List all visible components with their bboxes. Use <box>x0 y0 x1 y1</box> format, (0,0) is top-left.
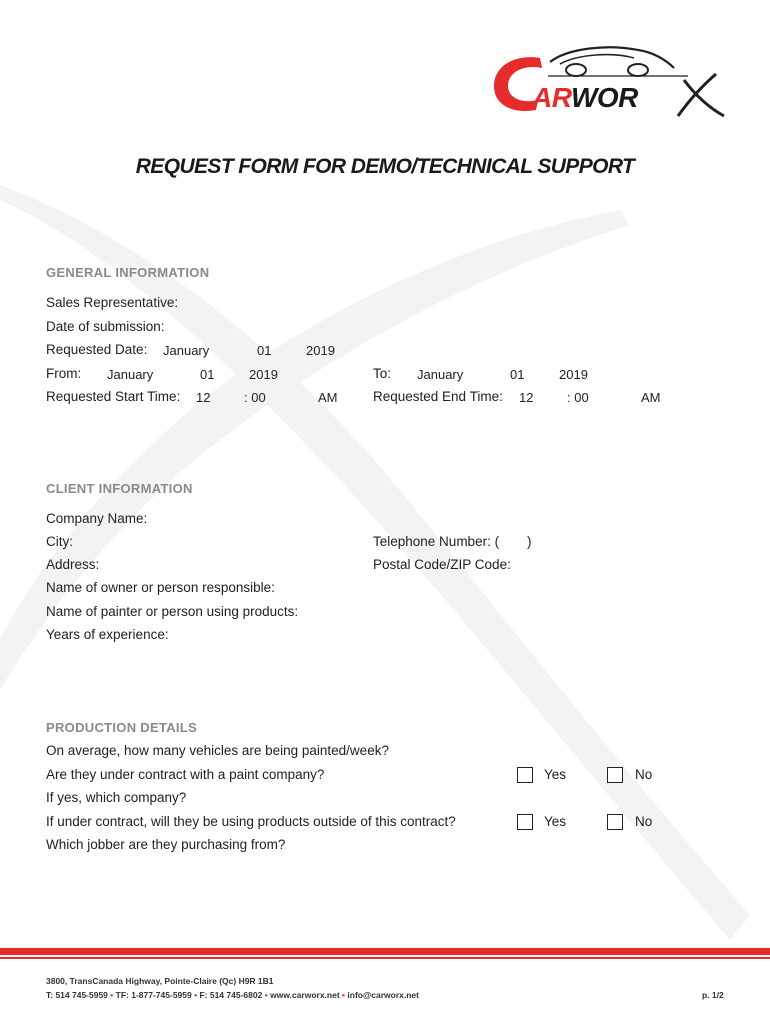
footer-red-line <box>0 957 770 959</box>
end-time-label: Requested End Time: <box>373 389 503 404</box>
contract-no-label: No <box>635 767 653 782</box>
requested-date-label: Requested Date: <box>46 342 148 357</box>
production-q4: If under contract, will they be using products outside of this contract? <box>46 814 456 829</box>
page-number: p. 1/2 <box>702 990 724 1000</box>
section-heading-client: CLIENT INFORMATION <box>46 481 193 496</box>
logo-ar: AR <box>532 82 571 113</box>
end-time-hour[interactable]: 12 <box>519 390 534 405</box>
production-q3: If yes, which company? <box>46 790 187 805</box>
footer-red-bar <box>0 948 770 955</box>
footer-separator: • <box>342 990 346 1000</box>
footer-address: 3800, TransCanada Highway, Pointe-Claire (Qc) H9R 1B1 <box>46 976 274 986</box>
footer-contacts <box>46 990 419 1000</box>
footer-separator: • <box>264 990 268 1000</box>
section-heading-general: GENERAL INFORMATION <box>46 265 210 280</box>
footer-email-link[interactable]: info@carworx.net <box>347 990 419 1000</box>
production-q1: On average, how many vehicles are being painted/week? <box>46 743 389 758</box>
requested-date-day[interactable]: 01 <box>257 343 272 358</box>
contract-yes-checkbox[interactable] <box>517 767 533 783</box>
contract-yes-label: Yes <box>544 767 567 782</box>
footer-tollfree: TF: 1-877-745-5959 <box>115 990 192 1000</box>
requested-date-year[interactable]: 2019 <box>306 343 335 358</box>
carworx-logo <box>488 40 728 122</box>
page-title: REQUEST FORM FOR DEMO/TECHNICAL SUPPORT <box>135 155 635 178</box>
start-time-label: Requested Start Time: <box>46 389 181 404</box>
requested-date-month[interactable]: January <box>163 343 210 358</box>
end-time-minute[interactable]: : 00 <box>567 390 589 405</box>
production-q5: Which jobber are they purchasing from? <box>46 837 286 852</box>
outside-yes-label: Yes <box>544 814 567 829</box>
from-day[interactable]: 01 <box>200 367 215 382</box>
painter-label: Name of painter or person using products: <box>46 604 299 619</box>
date-submission-label: Date of submission: <box>46 319 165 334</box>
start-time-hour[interactable]: 12 <box>196 390 211 405</box>
owner-label: Name of owner or person responsible: <box>46 580 275 595</box>
outside-yes-checkbox[interactable] <box>517 814 533 830</box>
footer-phone: T: 514 745-5959 <box>46 990 108 1000</box>
end-time-ampm[interactable]: AM <box>641 390 661 405</box>
postal-code-label: Postal Code/ZIP Code: <box>373 557 511 572</box>
sales-rep-label: Sales Representative: <box>46 295 179 310</box>
logo-wor: WOR <box>570 82 638 113</box>
to-day[interactable]: 01 <box>510 367 525 382</box>
from-label: From: <box>46 366 82 381</box>
to-label: To: <box>373 366 392 381</box>
company-name-label: Company Name: <box>46 511 148 526</box>
outside-no-checkbox[interactable] <box>607 814 623 830</box>
telephone-label: Telephone Number: ( <box>373 534 500 549</box>
to-month[interactable]: January <box>417 367 464 382</box>
footer-separator: • <box>110 990 114 1000</box>
from-year[interactable]: 2019 <box>249 367 278 382</box>
to-year[interactable]: 2019 <box>559 367 588 382</box>
start-time-ampm[interactable]: AM <box>318 390 338 405</box>
contract-no-checkbox[interactable] <box>607 767 623 783</box>
footer-separator: • <box>194 990 198 1000</box>
start-time-minute[interactable]: : 00 <box>244 390 266 405</box>
from-month[interactable]: January <box>107 367 154 382</box>
production-q2: Are they under contract with a paint company? <box>46 767 325 782</box>
section-heading-production: PRODUCTION DETAILS <box>46 720 198 735</box>
experience-label: Years of experience: <box>46 627 169 642</box>
outside-no-label: No <box>635 814 653 829</box>
footer-website-link[interactable]: www.carworx.net <box>270 990 340 1000</box>
footer-fax: F: 514 745-6802 <box>199 990 263 1000</box>
city-label: City: <box>46 534 73 549</box>
telephone-close-paren: ) <box>527 534 532 549</box>
address-label: Address: <box>46 557 100 572</box>
